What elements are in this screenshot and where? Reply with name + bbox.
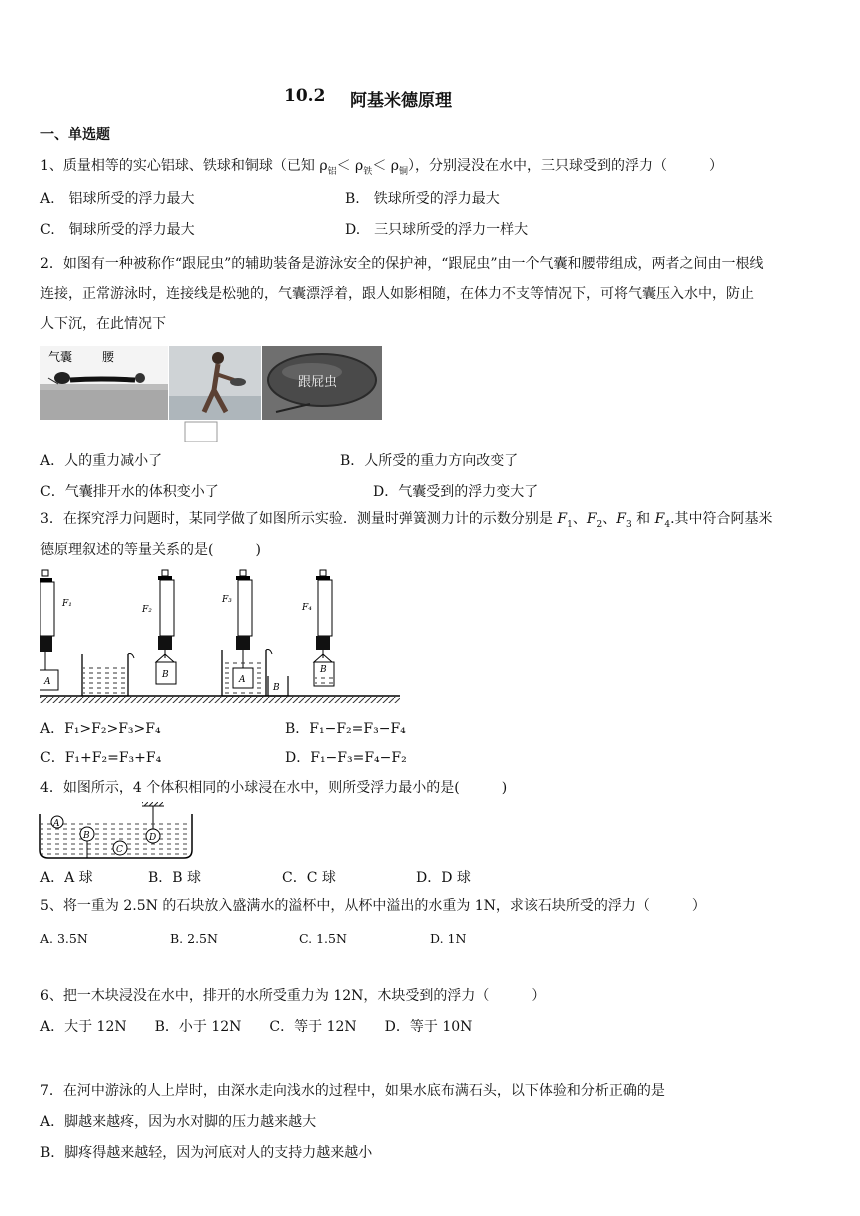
- q3-option-c: C．F₁+F₂=F₃+F₄: [40, 750, 162, 766]
- q1-option-b: B. 铁球所受的浮力最大: [345, 191, 500, 207]
- q1-stem: [40, 156, 723, 182]
- q3-fig-block-b2: B: [273, 683, 280, 693]
- q7-option-a: A．脚越来越疼，因为水对脚的压力越来越大: [40, 1114, 317, 1130]
- q1-sub-cu: 铜: [399, 166, 409, 177]
- q2-stem-line1: 2．如图有一种被称作“跟屁虫”的辅助装备是游泳安全的保护神，“跟屁虫”由一个气囊和腰带组成，两者之间由一根线: [40, 256, 764, 272]
- q4-option-d: D．D 球: [416, 870, 471, 886]
- q3-fig-block-b3: B: [320, 665, 327, 675]
- q7-stem: 7．在河中游泳的人上岸时，由深水走向浅水的过程中，如果水底布满石头，以下体验和分析正确的是: [40, 1083, 665, 1099]
- q2-option-d: D．气囊受到的浮力变大了: [373, 484, 539, 500]
- q3-f4-f: F: [654, 511, 665, 527]
- q3-option-a: A．F₁>F₂>F₃>F₄: [40, 721, 161, 737]
- q3-stem-b: .其中符合阿基米: [670, 511, 773, 527]
- q3-fig-label-f1: F₁: [62, 599, 72, 609]
- q2-figure: [40, 346, 382, 442]
- q3-f2-sub: 2: [596, 519, 603, 530]
- q3-sep1: 、: [572, 511, 587, 527]
- q1-option-d: D. 三只球所受的浮力一样大: [345, 222, 529, 238]
- q3-f3-f: F: [616, 511, 626, 527]
- page-title: 阿基米德原理: [350, 91, 452, 111]
- q3-f2-f: F: [586, 511, 597, 527]
- q2-fig-label-airbag: 气囊: [48, 350, 73, 364]
- q3-and: 和: [631, 511, 655, 527]
- q3-stem-line1: [40, 509, 773, 535]
- q3-stem-line2: 德原理叙述的等量关系的是( ): [40, 542, 261, 558]
- q5-option-a: A. 3.5N: [40, 931, 88, 946]
- q1-stem-b: ），分别浸没在水中，三只球受到的浮力（ ）: [408, 158, 724, 174]
- page-title-number: 10.2: [284, 86, 326, 106]
- q3-f1-f: F: [557, 511, 568, 527]
- q2-option-a: A．人的重力减小了: [40, 453, 163, 469]
- q4-figure-svg: [38, 802, 194, 862]
- q3-f3-sub: 3: [625, 519, 632, 530]
- q4-option-c: C．C 球: [282, 870, 336, 886]
- q3-fig-block-a1: A: [44, 677, 51, 687]
- q1-sub-al: 铝: [327, 166, 337, 177]
- q2-stem-line2: 连接，正常游泳时，连接线是松驰的，气囊漂浮着，跟人如影相随，在体力不支等情况下，可将气囊压入水中，防止: [40, 286, 754, 302]
- q3-option-d: D．F₁−F₃=F₄−F₂: [285, 750, 407, 766]
- q3-fig-block-a2: A: [239, 675, 246, 685]
- q5-option-c: C. 1.5N: [299, 931, 347, 946]
- q6-options: A．大于 12N B．小于 12N C．等于 12N D．等于 10N: [40, 1019, 473, 1035]
- q3-option-b: B．F₁−F₂=F₃−F₄: [285, 721, 406, 737]
- q1-option-c: C. 铜球所受的浮力最大: [40, 222, 195, 238]
- q3-fig-label-f3: F₃: [222, 595, 232, 605]
- q3-fig-label-f2: F₂: [142, 605, 152, 615]
- q4-figure: [38, 802, 194, 862]
- q2-option-b: B．人所受的重力方向改变了: [340, 453, 519, 469]
- q3-fig-block-b1: B: [162, 670, 169, 680]
- q5-option-d: D. 1N: [430, 931, 467, 946]
- q2-option-c: C．气囊排开水的体积变小了: [40, 484, 219, 500]
- q2-fig-label-waist: 腰: [102, 350, 115, 364]
- q6-stem: 6、把一木块浸没在水中，排开的水所受重力为 12N，木块受到的浮力（ ）: [40, 988, 546, 1004]
- q3-fig-label-f4: F₄: [302, 603, 312, 613]
- q3-figure: [40, 566, 400, 708]
- q5-option-b: B. 2.5N: [170, 931, 218, 946]
- q4-ball-b-label: B: [83, 831, 90, 841]
- q4-ball-d-label: D: [149, 833, 157, 843]
- q2-stem-line3: 人下沉，在此情况下: [40, 316, 166, 332]
- q4-stem: 4．如图所示，4 个体积相同的小球浸在水中，则所受浮力最小的是( ): [40, 780, 508, 796]
- q1-lt: ＜ ρ: [336, 158, 364, 174]
- q1-lt2: ＜ ρ: [372, 158, 399, 174]
- q4-ball-c-label: C: [116, 845, 123, 855]
- q1-option-a: A. 铝球所受的浮力最大: [40, 191, 195, 207]
- q2-fig-device-label: 跟屁虫: [298, 375, 338, 390]
- q1-sub-fe: 铁: [363, 166, 373, 177]
- q4-ball-a-label: A: [53, 819, 60, 829]
- q5-stem: 5、将一重为 2.5N 的石块放入盛满水的溢杯中，从杯中溢出的水重为 1N，求该石块所受的浮力（ ）: [40, 898, 706, 914]
- q4-option-b: B．B 球: [148, 870, 202, 886]
- q3-stem-a: 3．在探究浮力问题时，某同学做了如图所示实验．测量时弹簧测力计的示数分别是: [40, 511, 558, 527]
- q3-sep2: 、: [602, 511, 617, 527]
- q2-figure-svg: [40, 346, 382, 442]
- q3-f4-sub: 4: [664, 519, 671, 530]
- q3-f1-sub: 1: [567, 519, 573, 530]
- section-heading: 一、单选题: [40, 127, 110, 143]
- q7-option-b: B．脚疼得越来越轻，因为河底对人的支持力越来越小: [40, 1145, 373, 1161]
- q4-option-a: A．A 球: [40, 870, 93, 886]
- q1-stem-a: 1、质量相等的实心铝球、铁球和铜球（已知 ρ: [40, 158, 328, 174]
- q3-figure-svg: [40, 566, 400, 708]
